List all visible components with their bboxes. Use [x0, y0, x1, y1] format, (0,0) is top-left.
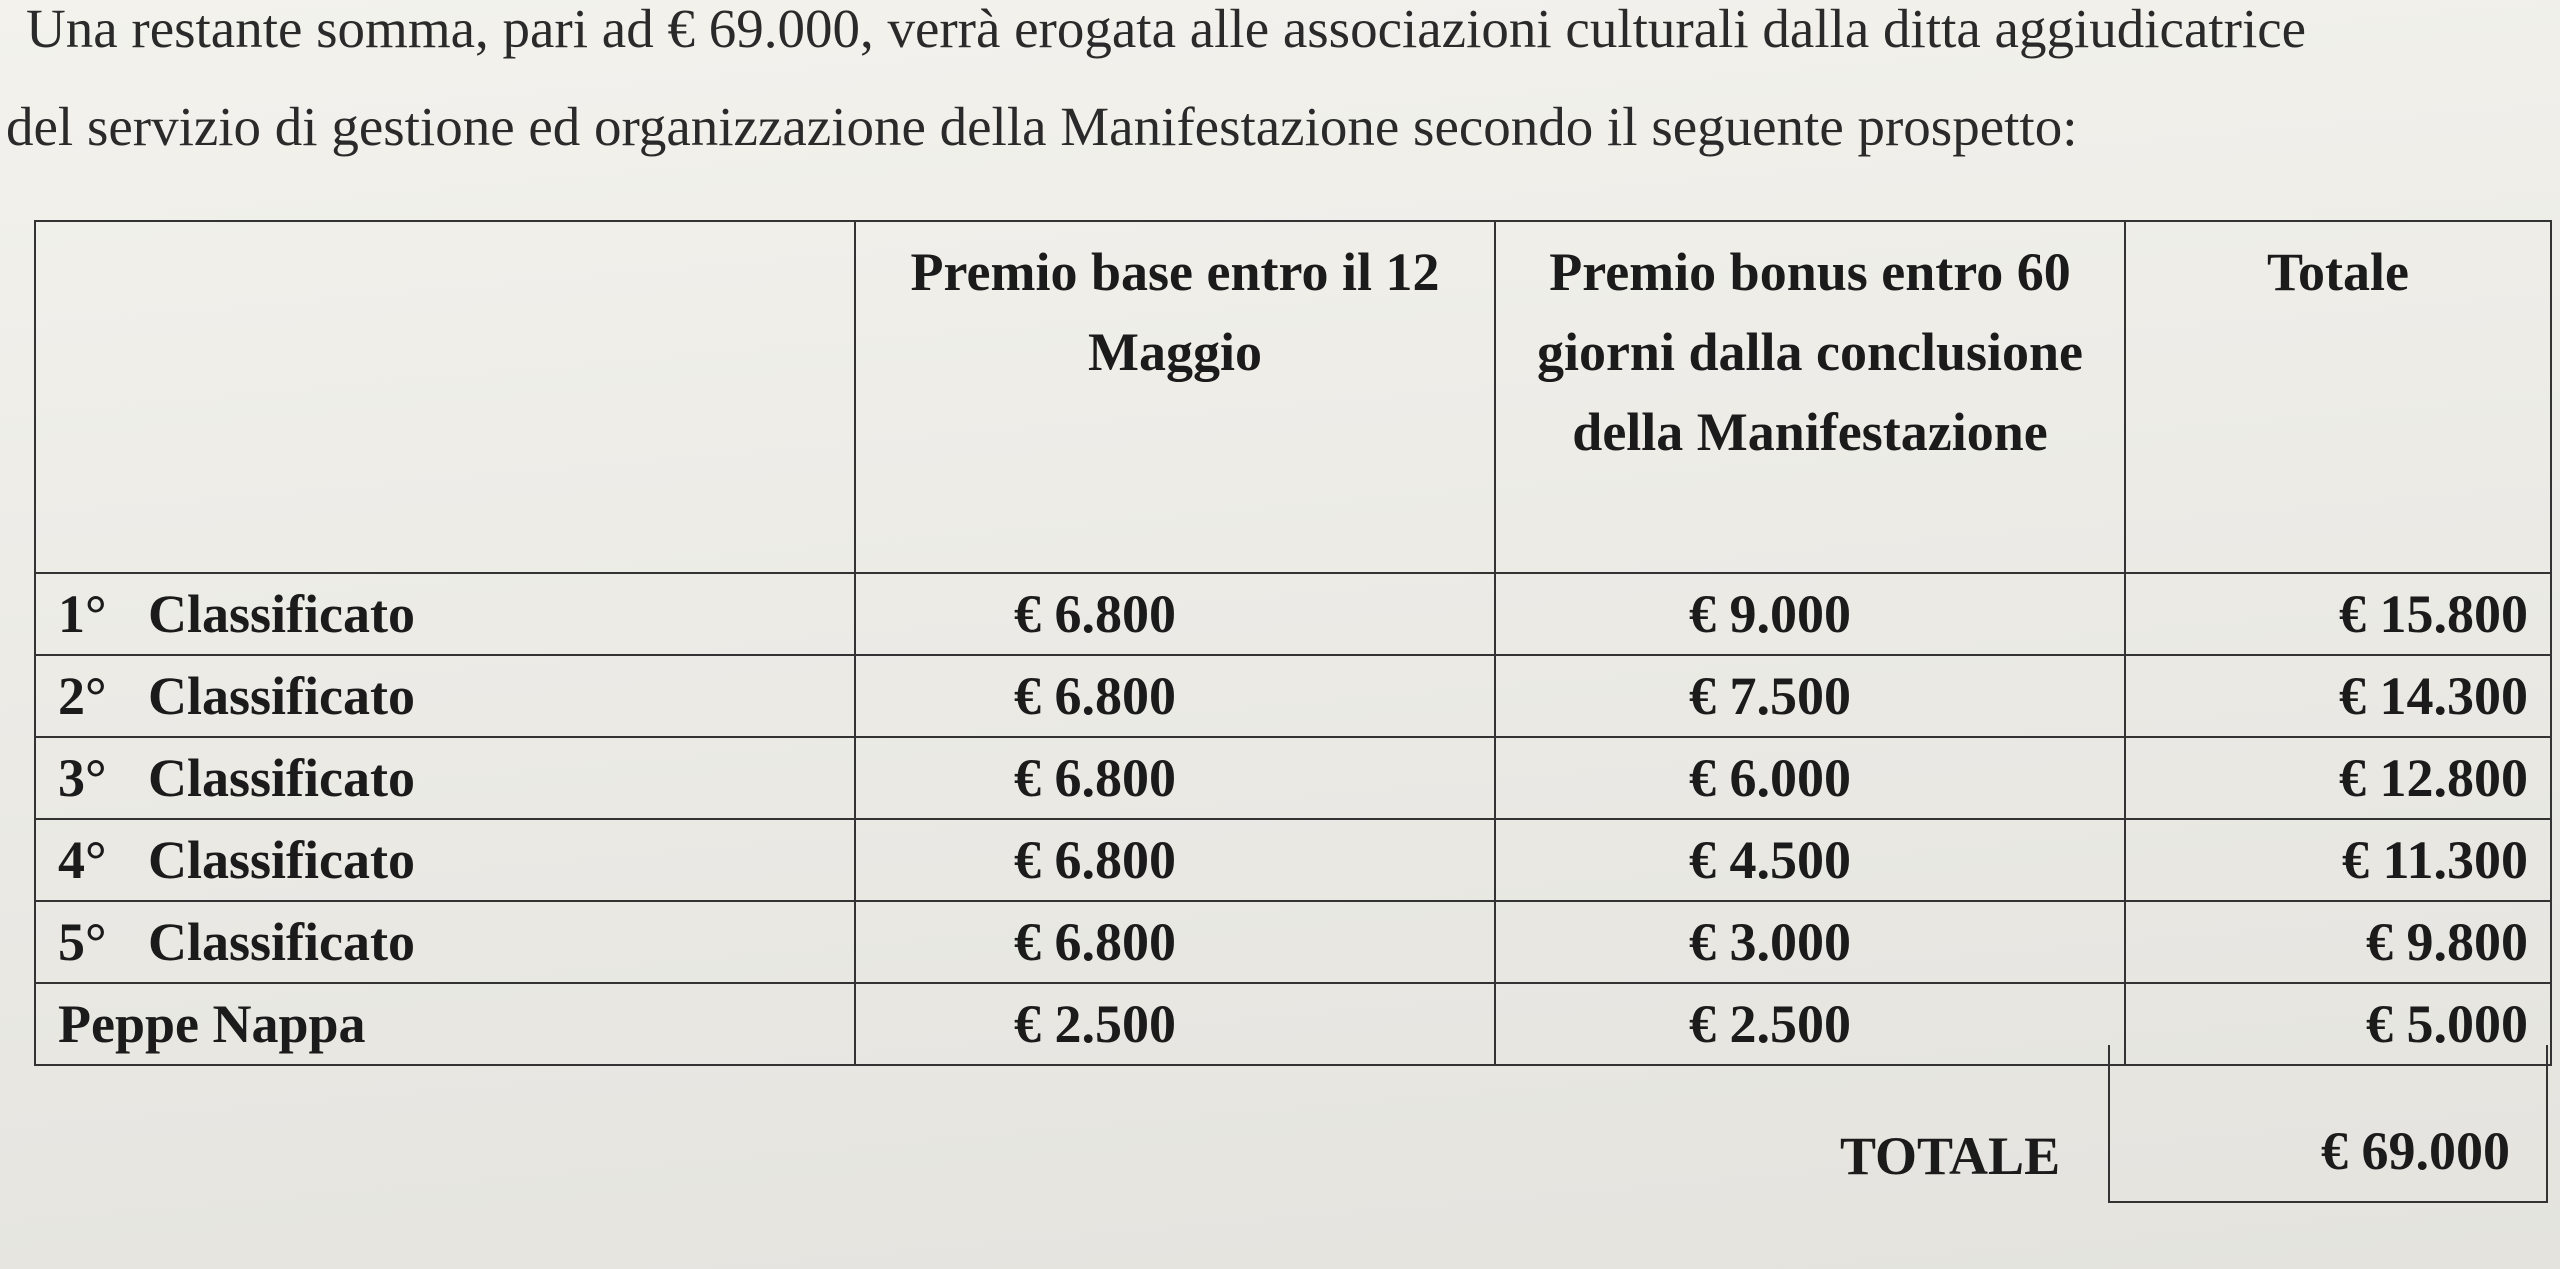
cell-totale: € 14.300 — [2125, 655, 2551, 737]
cell-premio-bonus: € 4.500 — [1495, 819, 2125, 901]
cell-premio-bonus: € 7.500 — [1495, 655, 2125, 737]
cell-premio-bonus: € 2.500 — [1495, 983, 2125, 1065]
intro-line-2: del servizio di gestione ed organizzazione della Manifestazione secondo il seguente prospetto: — [6, 96, 2078, 157]
cell-premio-base: € 2.500 — [855, 983, 1495, 1065]
row-label — [35, 655, 855, 737]
cell-totale: € 15.800 — [2125, 573, 2551, 655]
header-totale: Totale — [2125, 221, 2551, 573]
table-row — [35, 573, 2551, 655]
cell-premio-bonus: € 3.000 — [1495, 901, 2125, 983]
grand-total-label: TOTALE — [1840, 1126, 2061, 1186]
intro-line-1: Una restante somma, pari ad € 69.000, verrà erogata alle associazioni culturali dalla ditta aggiudicatrice — [26, 0, 2307, 59]
cell-premio-base: € 6.800 — [855, 573, 1495, 655]
cell-premio-bonus: € 9.000 — [1495, 573, 2125, 655]
grand-total-value: € 69.000 — [2321, 1121, 2510, 1181]
prize-table — [34, 220, 2552, 1066]
row-name: Peppe Nappa — [58, 994, 366, 1054]
row-rank: 4° — [58, 830, 107, 890]
cell-premio-bonus: € 6.000 — [1495, 737, 2125, 819]
header-label — [35, 221, 855, 573]
row-label — [35, 573, 855, 655]
row-rank: 5° — [58, 912, 107, 972]
row-name: Classificato — [148, 666, 415, 726]
cell-premio-base: € 6.800 — [855, 819, 1495, 901]
row-label — [35, 737, 855, 819]
header-premio-bonus: Premio bonus entro 60 giorni dalla conclusione della Manifestazione — [1495, 221, 2125, 573]
row-name: Classificato — [148, 912, 415, 972]
table-row — [35, 901, 2551, 983]
cell-premio-base: € 6.800 — [855, 655, 1495, 737]
cell-totale: € 5.000 — [2125, 983, 2551, 1065]
cell-premio-base: € 6.800 — [855, 737, 1495, 819]
row-name: Classificato — [148, 748, 415, 808]
table-row — [35, 655, 2551, 737]
cell-premio-base: € 6.800 — [855, 901, 1495, 983]
header-premio-base: Premio base entro il 12 Maggio — [855, 221, 1495, 573]
row-name: Classificato — [148, 830, 415, 890]
row-label — [35, 983, 855, 1065]
table-row — [35, 737, 2551, 819]
table-row — [35, 819, 2551, 901]
row-rank: 2° — [58, 666, 107, 726]
intro-paragraph — [6, 0, 2551, 181]
table-header-row — [35, 221, 2551, 573]
row-rank: 1° — [58, 584, 107, 644]
row-label — [35, 901, 855, 983]
cell-totale: € 11.300 — [2125, 819, 2551, 901]
cell-totale: € 9.800 — [2125, 901, 2551, 983]
row-rank: 3° — [58, 748, 107, 808]
cell-totale: € 12.800 — [2125, 737, 2551, 819]
row-label — [35, 819, 855, 901]
row-name: Classificato — [148, 584, 415, 644]
